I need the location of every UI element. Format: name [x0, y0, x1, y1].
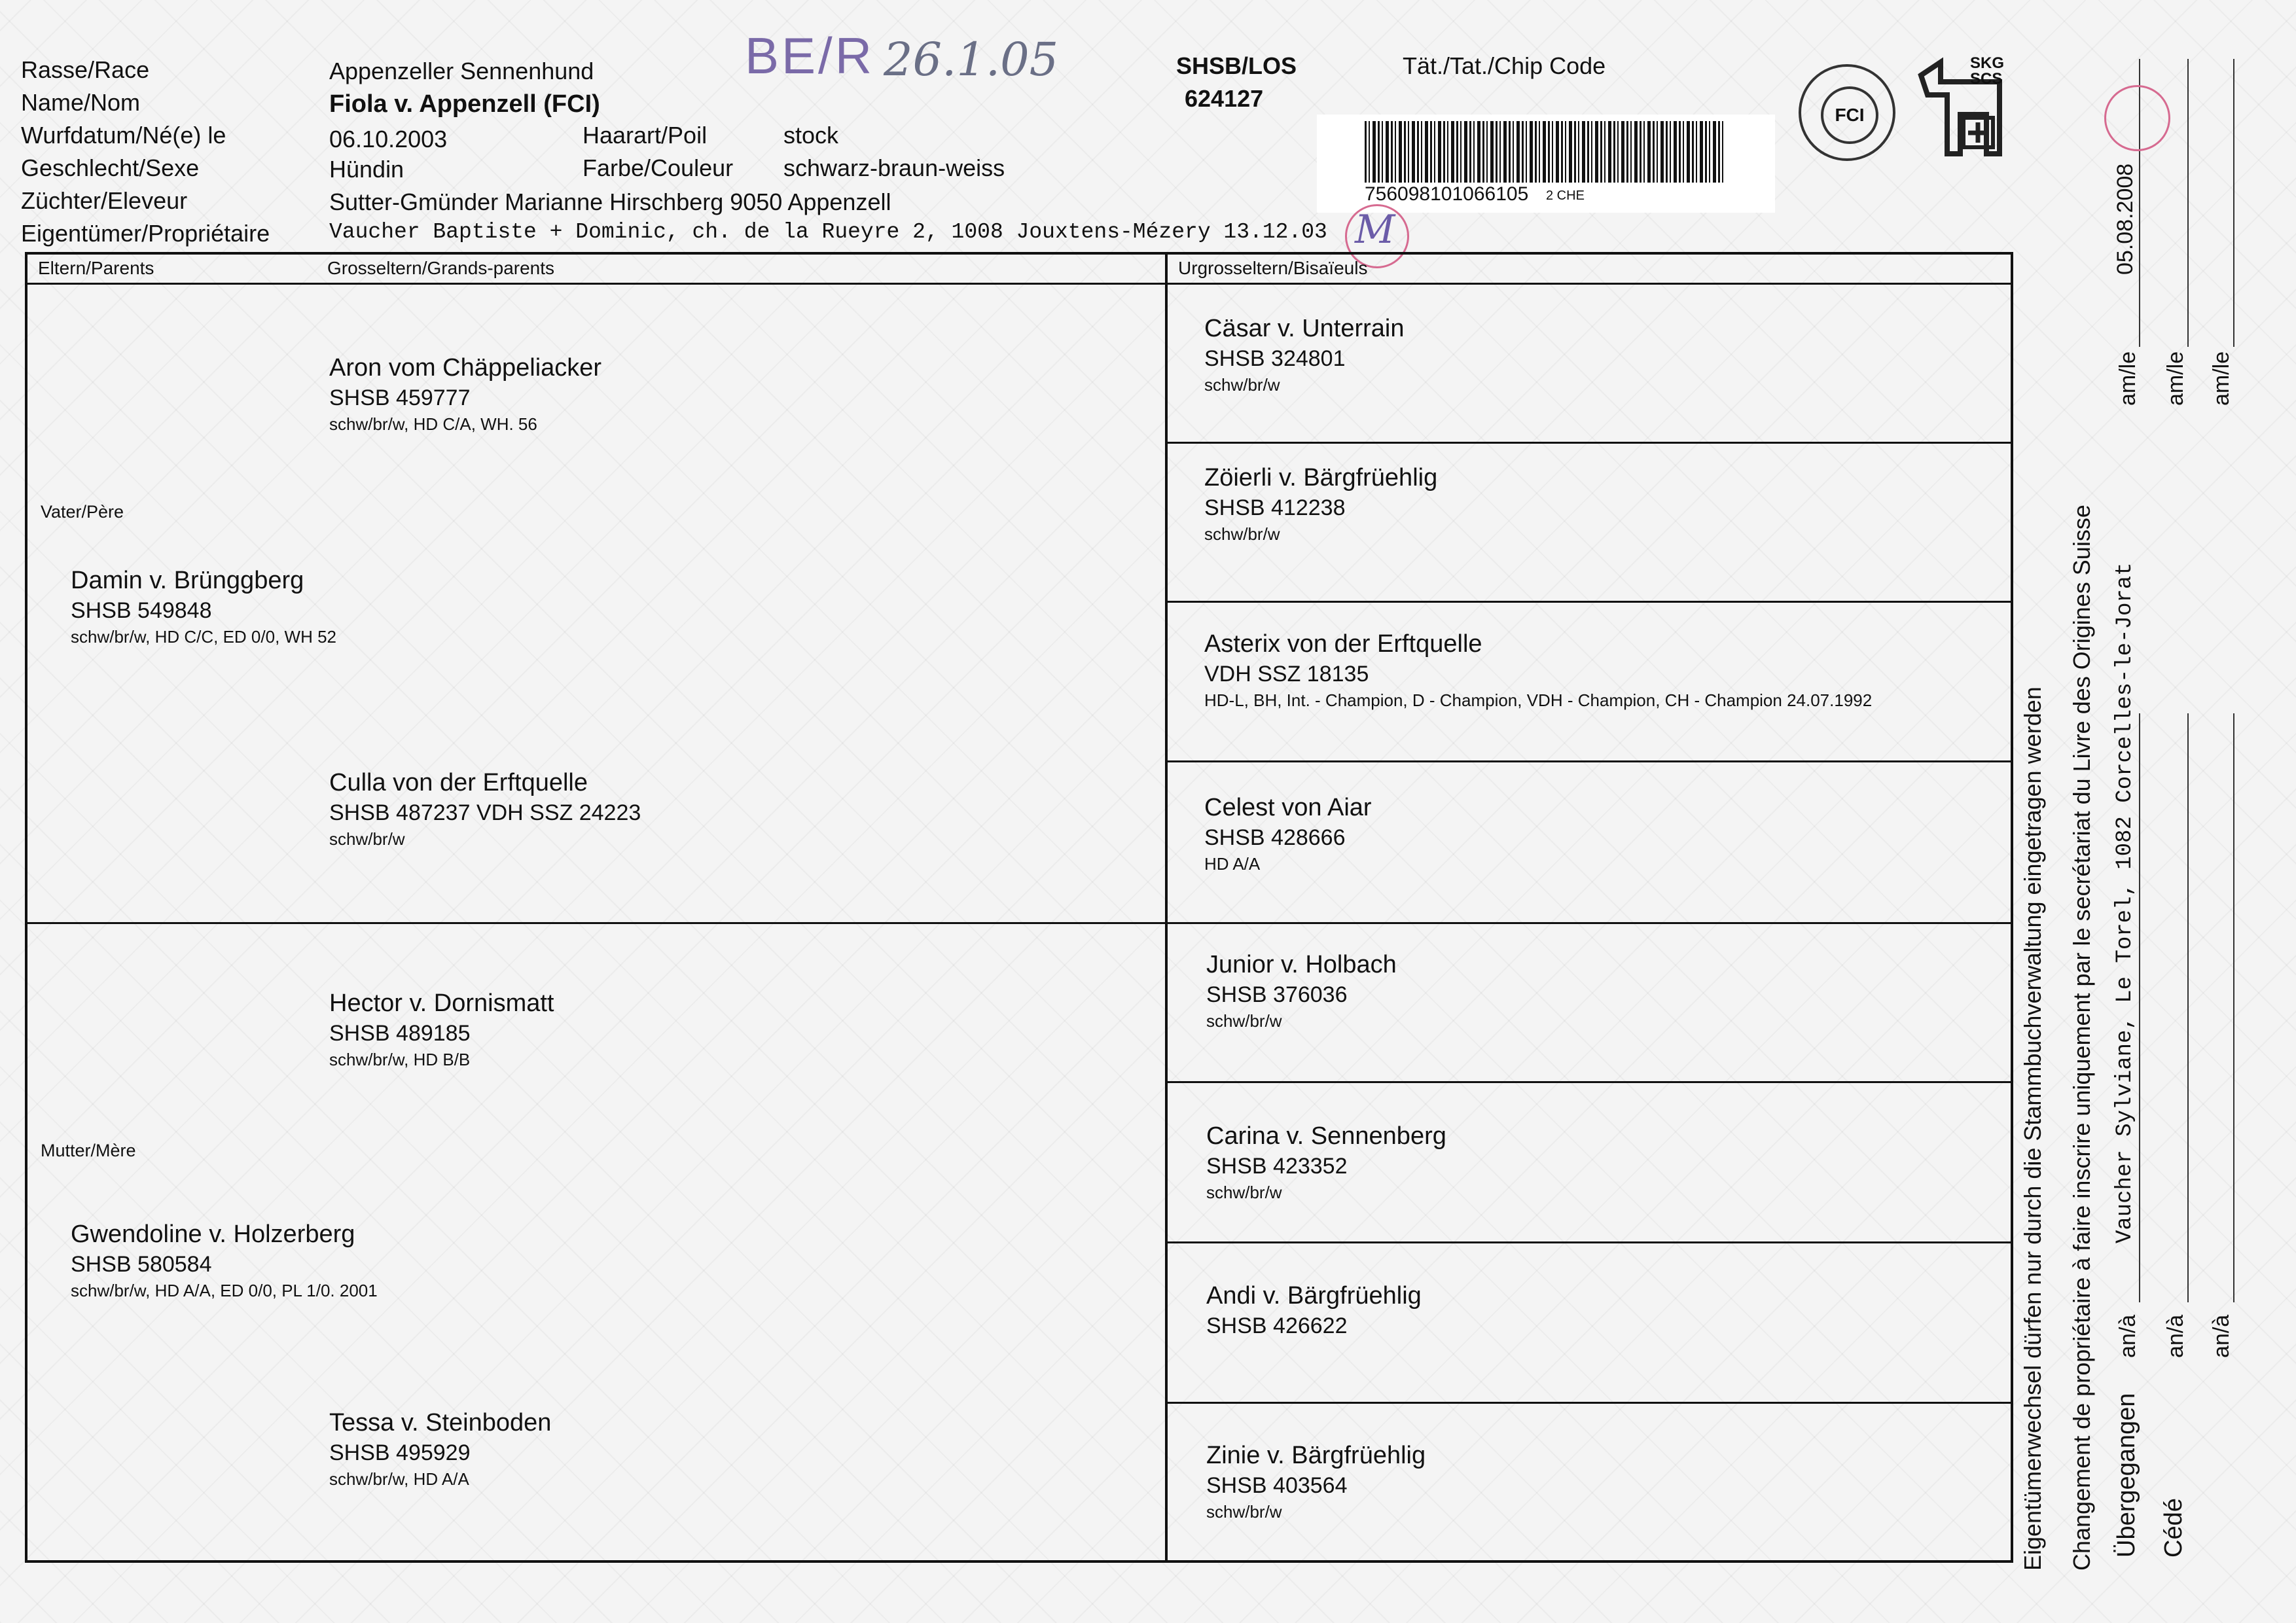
ggp-reg: VDH SSZ 18135: [1204, 662, 1369, 687]
father-details: schw/br/w, HD C/C, ED 0/0, WH 52: [71, 627, 336, 647]
color-label: Farbe/Couleur: [583, 154, 734, 181]
owner-stamp-initial: M: [1355, 207, 1395, 253]
great-grandparent-entry: [1206, 1280, 1422, 1340]
father-reg: SHSB 549848: [71, 598, 212, 623]
label-breeder: Züchter/Eleveur: [21, 187, 188, 214]
pedigree-grid: [25, 252, 2013, 1563]
barcode-number: 756098101066105: [1365, 183, 1529, 205]
transferred-label: Übergegangen: [2113, 1393, 2140, 1558]
ggp-name: Zöierli v. Bärgfrüehlig: [1204, 464, 1438, 491]
ggp-name: Zinie v. Bärgfrüehlig: [1206, 1442, 1426, 1469]
ggp-row-divider-2: [1165, 601, 2013, 603]
birthdate-value: 06.10.2003: [329, 126, 448, 152]
coat-label: Haarart/Poil: [583, 122, 708, 149]
mother-details: schw/br/w, HD A/A, ED 0/0, PL 1/0. 2001: [71, 1281, 378, 1300]
to-label-3: an/à: [2209, 1314, 2234, 1358]
label-sex: Geschlecht/Sexe: [21, 154, 200, 181]
breeder-value: Sutter-Gmünder Marianne Hirschberg 9050 Appenzell: [329, 188, 891, 215]
to-label-1: an/à: [2115, 1314, 2140, 1358]
father-entry: [71, 565, 336, 649]
sex-value: Hündin: [329, 156, 404, 183]
ggp-row-divider-1: [1165, 442, 2013, 444]
ggp-details: schw/br/w: [1204, 524, 1280, 544]
breed-value: Appenzeller Sennenhund: [329, 58, 594, 84]
ggp-reg: SHSB 428666: [1204, 825, 1346, 850]
ggp-reg: SHSB 403564: [1206, 1473, 1348, 1498]
chip-label: Tät./Tat./Chip Code: [1403, 52, 1606, 79]
grandparent-details: schw/br/w, HD B/B: [329, 1050, 471, 1069]
ggp-details: HD A/A: [1204, 854, 1261, 874]
shsb-label: SHSB/LOS: [1176, 52, 1297, 79]
fci-logo-text: FCI: [1821, 86, 1878, 144]
to-line-1: [2139, 713, 2140, 1302]
ggp-row-divider-7: [1165, 1402, 2013, 1404]
ggp-reg: SHSB 324801: [1204, 346, 1346, 371]
handwritten-date: 26.1.05: [884, 33, 1059, 86]
grandparent-name: Culla von der Erftquelle: [329, 769, 588, 796]
label-owner: Eigentümer/Propriétaire: [21, 220, 270, 247]
ggp-row-divider-5: [1165, 1081, 2013, 1083]
skg-text-bottom: SCS: [1970, 70, 2003, 88]
mother-entry: [71, 1219, 378, 1302]
grandparent-name: Aron vom Chäppeliacker: [329, 354, 602, 382]
skg-text-top: SKG: [1970, 54, 2005, 72]
ggp-name: Cäsar v. Unterrain: [1204, 315, 1405, 342]
barcode: [1365, 121, 1726, 183]
ggp-reg: SHSB 376036: [1206, 982, 1348, 1007]
dog-name: Fiola v. Appenzell (FCI): [329, 90, 600, 118]
mother-reg: SHSB 580584: [71, 1252, 212, 1277]
grandparent-reg: SHSB 487237 VDH SSZ 24223: [329, 800, 641, 825]
on-label-2: am/le: [2163, 351, 2188, 406]
on-line-3: [2233, 59, 2234, 347]
label-name: Name/Nom: [21, 89, 141, 116]
to-line-3: [2233, 713, 2234, 1302]
great-grandparent-entry: [1204, 462, 1437, 546]
on-label-3: am/le: [2209, 351, 2234, 406]
great-grandparent-entry: [1206, 1440, 1426, 1524]
on-line-2: [2187, 59, 2189, 347]
great-grandparent-entry: [1204, 313, 1405, 397]
mother-name: Gwendoline v. Holzerberg: [71, 1221, 355, 1248]
ggp-row-divider-3: [1165, 760, 2013, 762]
grandparent-entry: [329, 767, 641, 851]
mother-section-label: Mutter/Mère: [41, 1141, 136, 1160]
col-head-parents: Eltern/Parents: [38, 258, 154, 278]
owner-value: Vaucher Baptiste + Dominic, ch. de la Rueyre 2, 1008 Jouxtens-Mézery 13.12.03: [329, 220, 1327, 244]
fci-logo: [1799, 64, 1895, 161]
to-line-2: [2187, 713, 2189, 1302]
ggp-details: schw/br/w: [1206, 1502, 1282, 1522]
ggp-name: Celest von Aiar: [1204, 794, 1372, 821]
grandparent-reg: SHSB 459777: [329, 385, 471, 410]
great-grandparent-entry: [1206, 949, 1397, 1033]
ownership-notice-fr: Changement de propriétaire à faire inscrire uniquement par le secrétariat du Livre des Origines Suisse: [2068, 505, 2095, 1571]
entry1-date: 05.08.2008: [2113, 163, 2138, 275]
skg-logo-text: [1970, 56, 2004, 87]
great-grandparents-divider: [1165, 252, 1168, 1563]
ggp-reg: SHSB 423352: [1206, 1154, 1348, 1179]
entry1-to: Vaucher Sylviane, Le Torel, 1082 Corcelles-le-Jorat: [2113, 562, 2138, 1243]
barcode-suffix: 2 CHE: [1546, 188, 1585, 203]
father-name: Damin v. Brünggberg: [71, 567, 304, 594]
great-grandparent-entry: [1206, 1120, 1446, 1204]
ownership-notice-de: Eigentümerwechsel dürfen nur durch die Stammbuchverwaltung eingetragen werden: [2019, 687, 2046, 1571]
grandparent-name: Tessa v. Steinboden: [329, 1409, 552, 1436]
ggp-details: schw/br/w: [1206, 1183, 1282, 1202]
great-grandparent-entry: [1204, 628, 1872, 712]
ggp-name: Andi v. Bärgfrüehlig: [1206, 1282, 1422, 1310]
grandparent-entry: [329, 988, 554, 1071]
header-row-divider: [25, 283, 2013, 285]
grandparent-details: schw/br/w, HD C/A, WH. 56: [329, 414, 537, 434]
grandparent-reg: SHSB 495929: [329, 1440, 471, 1465]
to-label-2: an/à: [2163, 1314, 2188, 1358]
ggp-details: schw/br/w: [1206, 1011, 1282, 1031]
ggp-details: HD-L, BH, Int. - Champion, D - Champion, VDH - Champion, CH - Champion 24.07.1992: [1204, 690, 1873, 710]
father-mother-divider: [25, 922, 2013, 924]
father-section-label: Vater/Père: [41, 502, 124, 522]
grandparent-reg: SHSB 489185: [329, 1021, 471, 1046]
grandparent-entry: [329, 352, 601, 436]
ggp-name: Junior v. Holbach: [1206, 951, 1397, 978]
stamp-ber: BE/R: [745, 27, 875, 84]
ggp-name: Asterix von der Erftquelle: [1204, 630, 1482, 658]
coat-value: stock: [783, 122, 839, 149]
shsb-number: 624127: [1185, 85, 1264, 112]
col-head-grandparents: Grosseltern/Grands-parents: [327, 258, 555, 278]
ggp-details: schw/br/w: [1204, 375, 1280, 395]
ggp-row-divider-6: [1165, 1241, 2013, 1243]
great-grandparent-entry: [1204, 792, 1372, 876]
label-breed: Rasse/Race: [21, 56, 150, 83]
on-label-1: am/le: [2115, 351, 2140, 406]
col-head-great-grandparents: Urgrosseltern/Bisaïeuls: [1178, 258, 1368, 278]
ggp-name: Carina v. Sennenberg: [1206, 1122, 1446, 1150]
grandparent-details: schw/br/w, HD A/A: [329, 1469, 469, 1489]
label-birthdate: Wurfdatum/Né(e) le: [21, 122, 226, 149]
ceded-label: Cédé: [2160, 1498, 2187, 1558]
transfer-stamp-circle: [2104, 85, 2170, 151]
ggp-reg: SHSB 412238: [1204, 495, 1346, 520]
ggp-reg: SHSB 426622: [1206, 1313, 1348, 1338]
grandparent-details: schw/br/w: [329, 829, 405, 849]
grandparent-name: Hector v. Dornismatt: [329, 990, 554, 1017]
color-value: schwarz-braun-weiss: [783, 154, 1005, 181]
grandparent-entry: [329, 1407, 551, 1491]
